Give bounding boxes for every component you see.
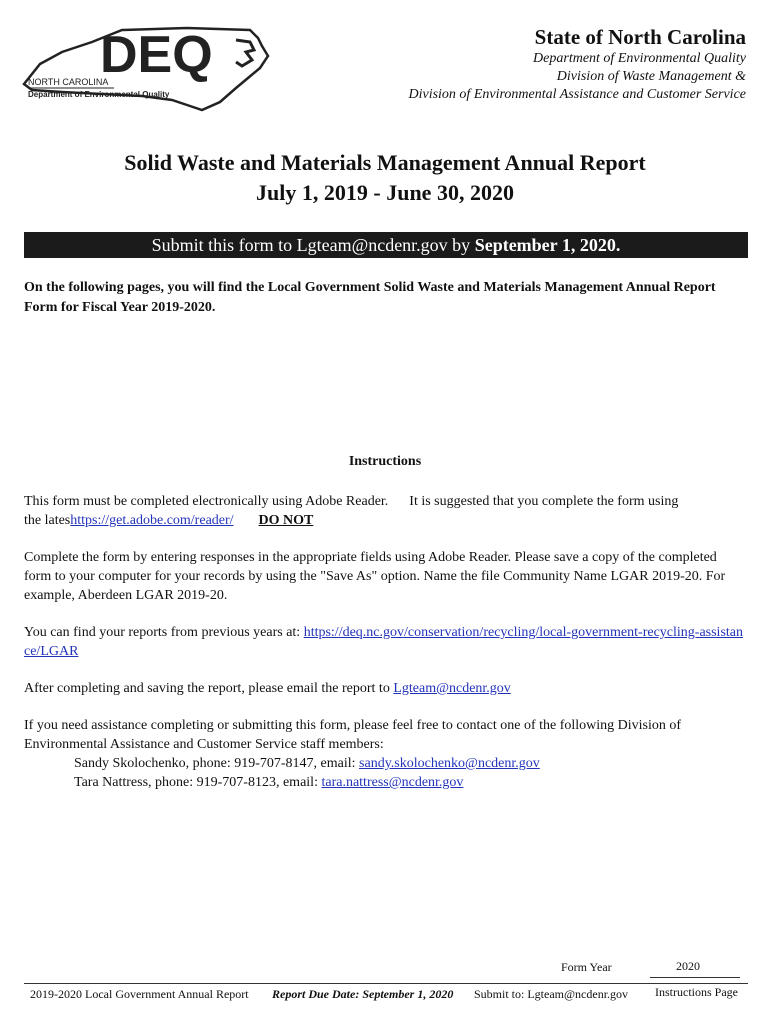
deq-logo: [22, 22, 272, 114]
instructions-paragraph-1: [24, 492, 744, 530]
footer-report-name: 2019-2020 Local Government Annual Report: [30, 987, 249, 1001]
tara-email-link[interactable]: tara.nattress@ncdenr.gov: [321, 775, 464, 790]
contact-tara: [24, 773, 744, 792]
header-block: [408, 24, 746, 104]
contact2-text: Tara Nattress, phone: 919-707-8123, email:: [74, 775, 318, 790]
intro-text: On the following pages, you will find the Local Government Solid Waste and Materials Management Annual Report Form for Fiscal Year 2019-2020.: [24, 280, 716, 315]
nc-state-outline-icon: [22, 22, 272, 114]
form-year-rule: [650, 977, 740, 978]
submit-banner: [24, 232, 748, 258]
instructions-paragraph-3: [24, 623, 744, 661]
form-year-label: Form Year: [561, 960, 612, 974]
form-year-value: 2020: [676, 959, 700, 973]
do-not-text: DO NOT: [258, 513, 314, 528]
instructions-heading: Instructions: [348, 454, 422, 469]
logo-text: DEQ: [100, 26, 213, 84]
submit-prefix: Submit this form to Lgteam@ncdenr.gov by: [151, 235, 471, 255]
state-title: State of North Carolina: [534, 25, 746, 49]
title-line-1: Solid Waste and Materials Management Annual Report: [124, 150, 646, 175]
report-title: [0, 148, 770, 208]
contact-sandy: [24, 754, 744, 773]
header-line-1: Department of Environmental Quality: [533, 51, 746, 66]
p1-part-b: It is suggested that you complete the form using: [409, 494, 679, 509]
sandy-email-link[interactable]: sandy.skolochenko@ncdenr.gov: [359, 756, 540, 771]
instructions-paragraph-2: Complete the form by entering responses in the appropriate fields using Adobe Reader. Please save a copy of the completed form to your computer for your records by using the "Save As" option. Name the file Community Name LGAR 2019-20. For example, Aberdeen LGAR 2019-20.: [24, 550, 726, 603]
adobe-reader-link[interactable]: https://get.adobe.com/reader/: [70, 513, 234, 528]
contact1-text: Sandy Skolochenko, phone: 919-707-8147, email:: [74, 756, 356, 771]
logo-sub1: NORTH CAROLINA: [28, 77, 109, 87]
instructions-paragraph-5: [24, 716, 744, 792]
footer-submit-to: Submit to: Lgteam@ncdenr.gov: [474, 987, 629, 1001]
previous-reports-link[interactable]: https://deq.nc.gov/conservation/recycling/local-government-recycling-assistance/LGAR: [24, 625, 743, 659]
lgteam-email-link[interactable]: Lgteam@ncdenr.gov: [393, 681, 511, 696]
footer-page-label: Instructions Page: [655, 985, 738, 999]
instructions-paragraph-4: [24, 679, 744, 698]
p5-text: If you need assistance completing or submitting this form, please feel free to contact one of the following Division of Environmental Assistance and Customer Service staff members:: [24, 718, 682, 752]
submit-date: September 1, 2020.: [474, 235, 621, 255]
header-line-2: Division of Waste Management &: [556, 69, 746, 84]
p1-part-c: the lates: [24, 513, 71, 528]
header-line-3: Division of Environmental Assistance and Customer Service: [408, 87, 746, 102]
p1-part-a: This form must be completed electronically using Adobe Reader.: [24, 494, 389, 509]
title-line-2: July 1, 2019 - June 30, 2020: [256, 180, 514, 205]
footer-divider: [24, 983, 748, 984]
logo-sub2: Department of Environmental Quality: [28, 90, 170, 99]
p4-text: After completing and saving the report, please email the report to: [24, 681, 390, 696]
p3-text: You can find your reports from previous years at:: [24, 625, 301, 640]
footer-due-date: Report Due Date: September 1, 2020: [272, 987, 454, 1001]
